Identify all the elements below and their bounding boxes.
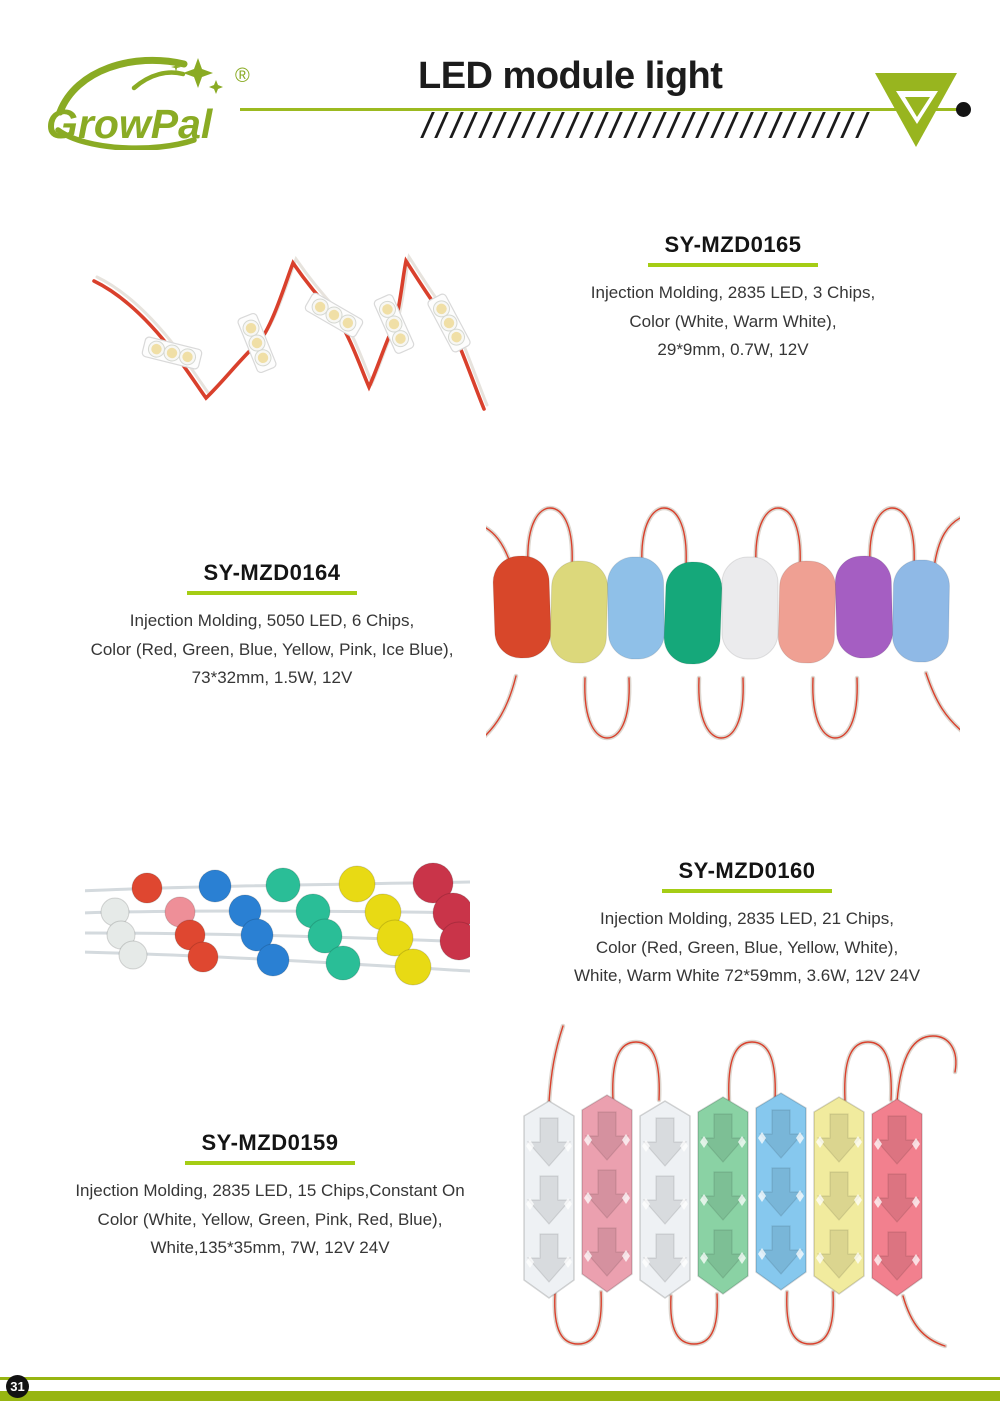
product-model: SY-MZD0160 (678, 858, 816, 883)
model-underline (648, 263, 818, 267)
triangle-logo-icon (872, 70, 964, 152)
slash-mark (797, 112, 812, 138)
product-model: SY-MZD0165 (664, 232, 802, 257)
product-image-sy-mzd0165 (92, 235, 522, 430)
pill-module (778, 560, 837, 663)
led-module (304, 292, 364, 338)
slash-mark (464, 112, 479, 138)
round-module (199, 870, 231, 902)
product-model: SY-MZD0164 (203, 560, 341, 585)
registered-mark: ® (235, 65, 250, 87)
round-module (257, 944, 289, 976)
slash-mark (826, 112, 841, 138)
round-module (119, 941, 147, 969)
product-spec-line: Injection Molding, 2835 LED, 15 Chips,Constant On (75, 1181, 465, 1200)
strip-module (640, 1101, 690, 1298)
page-number-badge (6, 1375, 29, 1398)
slash-mark (652, 112, 667, 138)
product-info-sy-mzd0164 (62, 560, 482, 693)
logo-text: GrowPal (46, 101, 213, 147)
pill-module (550, 560, 609, 663)
brand-logo (38, 50, 270, 150)
round-module (188, 942, 218, 972)
product-spec-line: Injection Molding, 2835 LED, 21 Chips, (600, 909, 894, 928)
pill-module (607, 557, 665, 660)
strip-module (698, 1097, 748, 1294)
pill-module (892, 560, 950, 663)
strip-module (872, 1099, 922, 1296)
led-module (373, 293, 415, 354)
product-section-sy-mzd0165 (0, 220, 1000, 440)
product-info-sy-mzd0159 (60, 1130, 480, 1263)
footer-thick-bar (0, 1391, 1000, 1401)
logo-star-icon (183, 58, 213, 88)
slash-mark (637, 112, 652, 138)
slash-mark (840, 112, 855, 138)
product-section-sy-mzd0160 (0, 840, 1000, 1020)
slash-mark (753, 112, 768, 138)
page-number: 31 (10, 1379, 25, 1394)
strip-module (756, 1093, 806, 1290)
slash-mark (565, 112, 580, 138)
slash-mark (609, 112, 624, 138)
footer-thin-line (0, 1377, 1000, 1380)
round-module (266, 868, 300, 902)
model-underline (187, 591, 357, 595)
product-image-sy-mzd0164 (486, 498, 960, 748)
slash-mark (449, 112, 464, 138)
slash-mark (580, 112, 595, 138)
header-line-dot (956, 102, 971, 117)
round-module (326, 946, 360, 980)
slash-mark (420, 112, 435, 138)
round-module (132, 873, 162, 903)
slash-mark (623, 112, 638, 138)
product-spec-line: White,135*35mm, 7W, 12V 24V (150, 1238, 390, 1257)
product-spec-line: 29*9mm, 0.7W, 12V (657, 340, 809, 359)
slash-mark (724, 112, 739, 138)
product-info-sy-mzd0160 (537, 858, 957, 991)
model-underline (662, 889, 832, 893)
slash-mark (536, 112, 551, 138)
product-section-sy-mzd0159 (0, 1020, 1000, 1360)
product-section-sy-mzd0164 (0, 490, 1000, 760)
slash-mark (710, 112, 725, 138)
slash-mark (681, 112, 696, 138)
slash-mark (551, 112, 566, 138)
slash-mark (594, 112, 609, 138)
slash-mark (695, 112, 710, 138)
logo-swoosh-inner-arc (134, 73, 183, 88)
product-model: SY-MZD0159 (201, 1130, 339, 1155)
slash-mark (507, 112, 522, 138)
product-spec-line: Color (Red, Green, Blue, Yellow, Pink, Ice Blue), (90, 639, 454, 659)
slash-mark (666, 112, 681, 138)
round-modules (101, 863, 470, 985)
pill-module (722, 557, 778, 659)
page-title: LED module light (418, 55, 723, 97)
logo-small-star-icon (209, 80, 223, 94)
product-spec-line: 73*32mm, 1.5W, 12V (191, 668, 353, 687)
slash-mark (522, 112, 537, 138)
header-rule-line (240, 108, 966, 111)
product-spec-line: Color (White, Yellow, Green, Pink, Red, Blue), (97, 1209, 443, 1229)
led-module (427, 293, 472, 354)
product-spec-line: White, Warm White 72*59mm, 3.6W, 12V 24V (573, 966, 921, 985)
slash-mark (768, 112, 783, 138)
slash-mark (435, 112, 450, 138)
product-spec-line: Color (Red, Green, Blue, Yellow, White), (595, 937, 899, 957)
product-spec-line: Color (White, Warm White), (629, 311, 837, 331)
strip-module (582, 1095, 632, 1292)
slash-pattern (426, 112, 875, 138)
pill-module (663, 561, 723, 665)
product-image-sy-mzd0159 (513, 1022, 965, 1350)
strip-module (814, 1097, 864, 1294)
slash-mark (855, 112, 870, 138)
strip-module (524, 1101, 574, 1298)
product-spec-line: Injection Molding, 2835 LED, 3 Chips, (590, 283, 876, 302)
round-module (395, 949, 431, 985)
brand-logo-graphic (38, 50, 270, 150)
round-module (339, 866, 375, 902)
pill-module (835, 555, 894, 658)
product-info-sy-mzd0165 (553, 232, 913, 365)
pill-module (492, 555, 552, 659)
product-spec-line: Injection Molding, 5050 LED, 6 Chips, (129, 611, 415, 630)
model-underline (185, 1161, 355, 1165)
product-image-sy-mzd0160 (85, 855, 470, 1005)
slash-mark (811, 112, 826, 138)
slash-mark (478, 112, 493, 138)
slash-mark (739, 112, 754, 138)
slash-mark (782, 112, 797, 138)
slash-mark (493, 112, 508, 138)
